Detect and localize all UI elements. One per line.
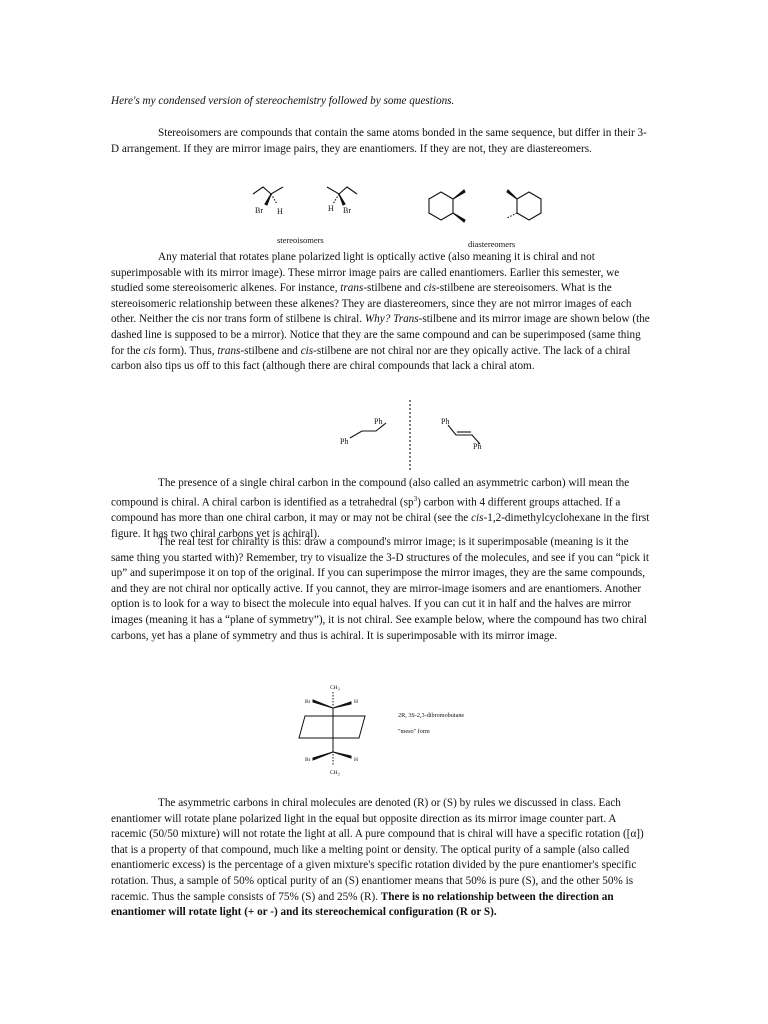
paragraph-test-chirality: The real test for chirality is this: draw a compound's mirror image; is it superimposable (meaning is it the same thing you started with)? Remember, try to visualize the 3-D structures of the molecules, and see if you can “pick it up” and superimpose it on top of the original. If you can superimpose the mirror images, they are the same compounds, and they are not chiral nor optically active. If you cannot, they are mirror-image isomers and are enantiomers. Another option is to look for a way to bisect the molecule into equal halves. If you can cut it in half and the halves are mirror images (meaning it has a “plane of symmetry”), it is not chiral. See example below, where the compound has two chiral carbons, yet has a plane of symmetry and thus is achiral. It is superimposable with its mirror image.: [111, 536, 649, 642]
ph-label-1: Ph: [374, 417, 383, 426]
br-bottom: Br: [305, 757, 311, 763]
figure-stilbene-mirror: [330, 398, 500, 473]
atom-br-1: Br: [255, 206, 263, 215]
meso-label-name: 2R, 3S-2,3-dibromobutane: [398, 712, 465, 719]
atom-h-2: H: [328, 204, 334, 213]
paragraph-asymmetric-carbons: The asymmetric carbons in chiral molecules are denoted (R) or (S) by rules we discussed in class. Each enantiomer will rotate plane polarized light in the equal but opposite direction as its mirror image counter part. A racemic (50/50 mixture) will not rotate the light at all. A pure compound that is chiral will have a specific rotation ([α]) that is a property of that compound, much like a melting point or density. The optical purity of a sample (also called enantiomeric excess) is the percentage of a given mixture's specific rotation divided by the pure enantiomer's specific rotation. Thus, a sample of 50% optical purity of an (S) enantiomer means that 50% is pure (S), and the other 50% is racemic. Thus the sample consists of 75% (S) and 25% (R). There is no relationship between the direction an enantiomer will rotate light (+ or -) and its stereochemical configuration (R or S).: [111, 797, 644, 919]
paragraph-stereoisomers: Stereoisomers are compounds that contain the same atoms bonded in the same sequence, but differ in their 3-D arrangement. If they are mirror image pairs, they are enantiomers. If they are not, they are diastereomers.: [111, 127, 647, 155]
ph-label-4: Ph: [473, 442, 482, 451]
atom-br-2: Br: [343, 206, 351, 215]
ch3-bottom: $CH_3$: [330, 770, 340, 777]
ph-label-2: Ph: [340, 437, 349, 446]
meso-label-form: "meso" form: [398, 728, 430, 735]
figure-meso-dibromobutane: [295, 680, 395, 780]
caption-diastereomers: diastereomers: [468, 239, 516, 249]
h-top: H: [354, 699, 358, 705]
ph-label-3: Ph: [441, 417, 450, 426]
h-bottom: H: [354, 757, 358, 763]
atom-h-1: H: [277, 207, 283, 216]
ch3-top: $CH_3$: [330, 685, 340, 692]
intro-line: Here's my condensed version of stereochemistry followed by some questions.: [111, 95, 455, 107]
br-top: Br: [305, 699, 311, 705]
paragraph-chiral-carbon: The presence of a single chiral carbon in the compound (also called an asymmetric carbon) will mean the compound is chiral. A chiral carbon is identified as a tetrahedral $(sp^3)$ carbon with 4 different groups attached. If a compound has more than one chiral carbon, it may or may not be chiral (see the cis-1,2-dimethylcyclohexane in the first figure. It has two chiral carbons yet is achiral).: [111, 477, 650, 540]
paragraph-optical-activity: Any material that rotates plane polarized light is optically active (also meaning it is chiral and not superimposable with its mirror image). These mirror image pairs are called enantiomers. Earlier this semester, we studied some stereoisomeric alkenes. For instance, trans-stilbene and cis-stilbene are stereoisomers. What is the stereoisomeric relationship between these alkenes? They are diastereomers, since they are not mirror images of each other. Neither the cis nor trans form of stilbene is chiral. Why? Trans-stilbene and its mirror image are shown below (the dashed line is supposed to be a mirror). Notice that they are the same compound and can be superimposed (same thing for the cis form). Thus, trans-stilbene and cis-stilbene are not chiral nor are they opically active. The lack of a chiral carbon also tips us off to this fact (although there are chiral compounds that lack a chiral atom.: [111, 251, 650, 373]
caption-stereoisomers: stereoisomers: [277, 235, 324, 245]
